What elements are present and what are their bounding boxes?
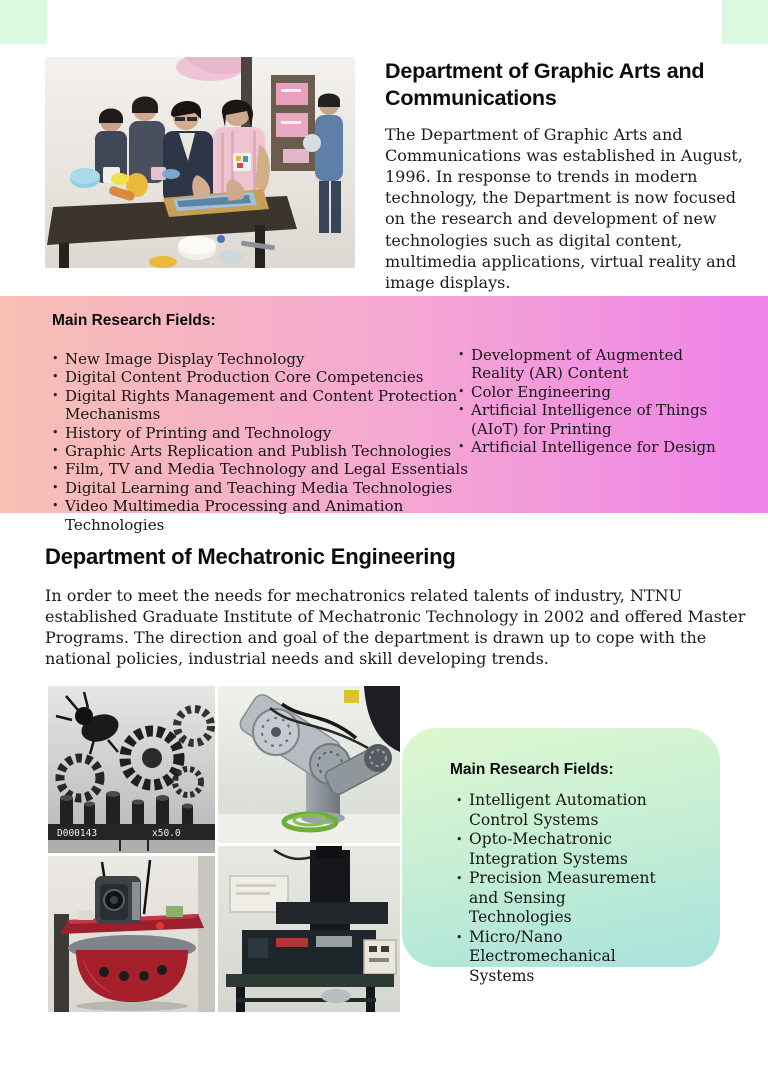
mechatronic-research-list bbox=[456, 791, 668, 986]
research-list-left bbox=[52, 350, 472, 534]
graphic-arts-research-panel bbox=[0, 296, 768, 534]
research-fields-heading: Main Research Fields: bbox=[450, 761, 614, 778]
list-item-label: Artificial Intelligence of Things (AIoT) for Printing bbox=[471, 401, 708, 438]
bullet-icon: • bbox=[52, 425, 59, 439]
list-item-label: Digital Rights Management and Content Protection Mechanisms bbox=[65, 386, 458, 424]
mobile-robot-photo bbox=[48, 856, 215, 1012]
list-item bbox=[52, 387, 472, 424]
list-item-label: Opto-Mechatronic Integration Systems bbox=[469, 830, 628, 868]
list-item bbox=[458, 346, 716, 383]
bullet-icon: • bbox=[52, 444, 59, 458]
sem-id-label: D000143 bbox=[57, 828, 98, 839]
list-item-label: Film, TV and Media Technology and Legal Essentials bbox=[65, 460, 468, 479]
list-item bbox=[52, 424, 472, 442]
list-item bbox=[52, 442, 472, 460]
list-item-label: Development of Augmented Reality (AR) Content bbox=[471, 346, 683, 383]
bullet-icon: • bbox=[52, 388, 59, 402]
bullet-icon: • bbox=[456, 872, 463, 885]
list-item bbox=[52, 479, 472, 497]
research-fields-heading: Main Research Fields: bbox=[52, 312, 216, 329]
graphic-arts-description: The Department of Graphic Arts and Communications was established in August, 1996. In response to trends in modern technology, the Department is now focused on the research and development of new technologies such as digital content, multimedia applications, virtual reality and image displays. bbox=[385, 125, 743, 292]
corner-accent-top-left bbox=[0, 0, 47, 44]
list-item-label: Precision Measurement and Sensing Technologies bbox=[469, 869, 656, 926]
list-item-label: Artificial Intelligence for Design bbox=[471, 438, 716, 457]
list-item bbox=[456, 869, 668, 928]
list-item-label: Graphic Arts Replication and Publish Technologies bbox=[65, 442, 452, 461]
bullet-icon: • bbox=[458, 384, 465, 398]
list-item-label: Intelligent Automation Control Systems bbox=[469, 791, 647, 829]
list-item bbox=[456, 928, 668, 987]
robot-arm-photo bbox=[218, 686, 400, 843]
bullet-icon: • bbox=[458, 403, 465, 417]
photo-collage bbox=[48, 686, 400, 1012]
bullet-icon: • bbox=[458, 440, 465, 454]
bullet-icon: • bbox=[456, 833, 463, 846]
list-item bbox=[52, 368, 472, 386]
list-item-label: Digital Learning and Teaching Media Technologies bbox=[65, 478, 453, 497]
bullet-icon: • bbox=[52, 499, 59, 513]
research-list-right bbox=[458, 346, 716, 456]
bullet-icon: • bbox=[52, 480, 59, 494]
list-item bbox=[456, 830, 668, 869]
mechatronic-title: Department of Mechatronic Engineering bbox=[45, 544, 456, 569]
sem-micrograph-photo bbox=[48, 686, 215, 853]
list-item bbox=[52, 460, 472, 478]
mechatronic-research-panel bbox=[402, 728, 720, 985]
list-item-label: Digital Content Production Core Competencies bbox=[65, 368, 424, 387]
graphic-arts-title: Department of Graphic Arts and Communications bbox=[385, 59, 705, 111]
list-item bbox=[458, 438, 716, 456]
corner-accent-top-right bbox=[722, 0, 768, 44]
list-item-label: Color Engineering bbox=[471, 382, 611, 401]
list-item bbox=[456, 791, 668, 830]
bullet-icon: • bbox=[456, 794, 463, 807]
bullet-icon: • bbox=[52, 462, 59, 476]
list-item bbox=[52, 350, 472, 368]
mechatronic-description: In order to meet the needs for mechatronics related talents of industry, NTNU established Graduate Institute of Mechatronic Technology in 2002 and offered Master Programs. The direction and goal of the department is drawn up to cope with the national policies, industrial needs and skill developing trends. bbox=[45, 586, 746, 669]
list-item bbox=[458, 383, 716, 401]
list-item bbox=[52, 497, 472, 534]
bullet-icon: • bbox=[458, 348, 465, 361]
cnc-machine-photo bbox=[218, 846, 400, 1012]
list-item-label: Micro/Nano Electromechanical Systems bbox=[469, 927, 616, 985]
workshop-photo bbox=[45, 57, 355, 268]
bullet-icon: • bbox=[52, 352, 59, 365]
sem-zoom-label: x50.0 bbox=[152, 828, 181, 839]
list-item-label: New Image Display Technology bbox=[65, 350, 305, 368]
bullet-icon: • bbox=[52, 370, 59, 384]
list-item-label: Video Multimedia Processing and Animation Technologies bbox=[65, 497, 404, 534]
list-item bbox=[458, 401, 716, 438]
bullet-icon: • bbox=[456, 930, 463, 944]
list-item-label: History of Printing and Technology bbox=[65, 423, 332, 442]
